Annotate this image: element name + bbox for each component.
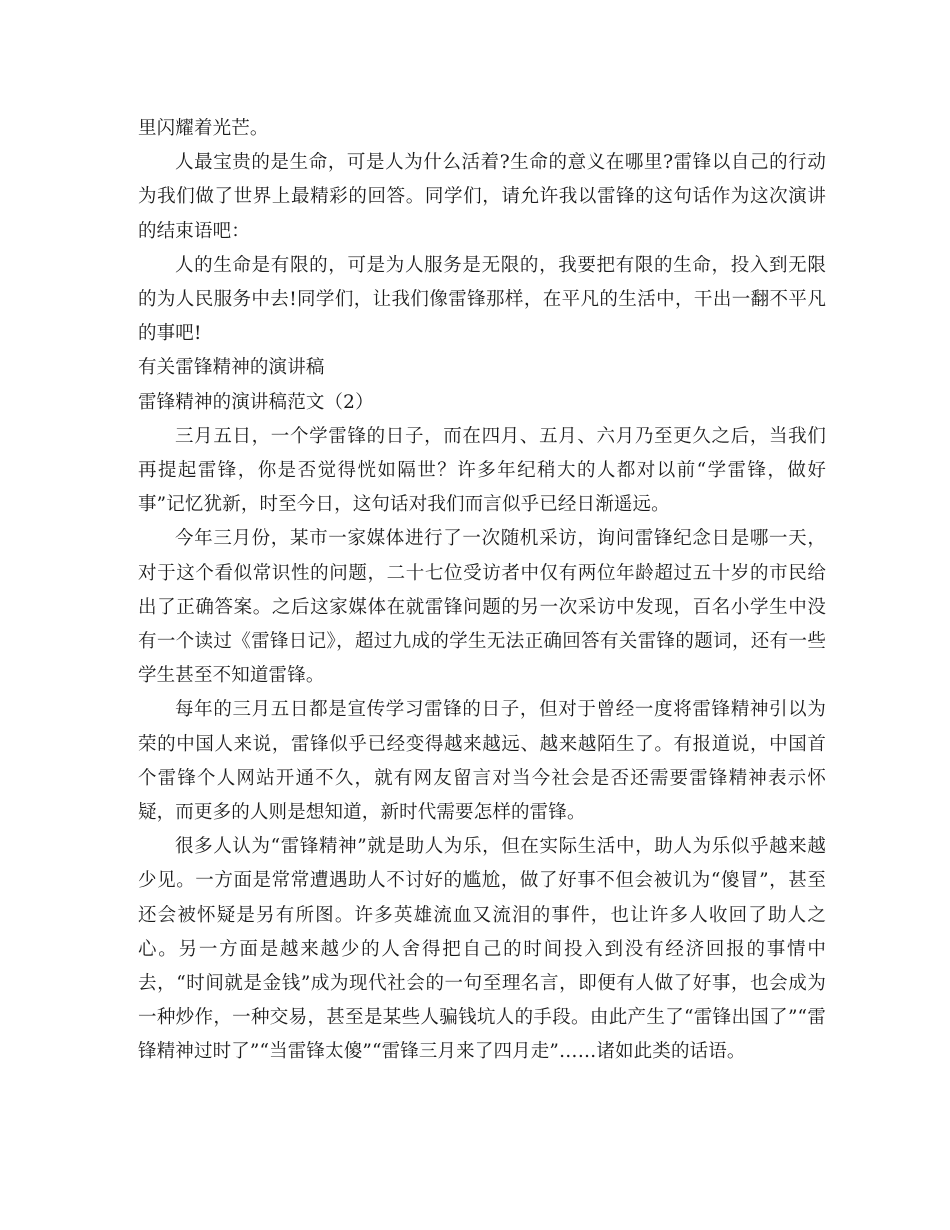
- document-body: [138, 112, 826, 1070]
- paragraph-annual-day: 每年的三月五日都是宣传学习雷锋的日子，但对于曾经一度将雷锋精神引以为荣的中国人来说，雷锋似乎已经变得越来越远、越来越陌生了。有报道说，中国首个雷锋个人网站开通不久，就有网友留言对当今社会是否还需要雷锋精神表示怀疑，而更多的人则是想知道，新时代需要怎样的雷锋。: [138, 699, 826, 824]
- paragraph-helping-others: 很多人认为“雷锋精神”就是助人为乐，但在实际生活中，助人为乐似乎越来越少见。一方面是常常遭遇助人不讨好的尴尬，做了好事不但会被讥为“傻冒”，甚至还会被怀疑是另有所图。许多英雄流血又流泪的事件，也让许多人收回了助人之心。另一方面是越来越少的人舍得把自己的时间投入到没有经济回报的事情中去，“时间就是金钱”成为现代社会的一句至理名言，即便有人做了好事，也会成为一种炒作，一种交易，甚至是某些人骗钱坑人的手段。由此产生了“雷锋出国了”“雷锋精神过时了”“当雷锋太傻”“雷锋三月来了四月走”……诸如此类的话语。: [138, 836, 826, 1063]
- section-subheading: 雷锋精神的演讲稿范文（2）: [138, 391, 374, 413]
- section-heading: 有关雷锋精神的演讲稿: [138, 357, 325, 379]
- paragraph-continuation: 里闪耀着光芒。: [138, 118, 269, 139]
- paragraph-closing-quote: 人的生命是有限的，可是为人服务是无限的，我要把有限的生命，投入到无限的为人民服务中去!同学们，让我们像雷锋那样，在平凡的生活中，干出一翻不平凡的事吧!: [138, 254, 826, 345]
- paragraph-survey: 今年三月份，某市一家媒体进行了一次随机采访，询问雷锋纪念日是哪一天，对于这个看似常识性的问题，二十七位受访者中仅有两位年龄超过五十岁的市民给出了正确答案。之后这家媒体在就雷锋问题的另一次采访中发现，百名小学生中没有一个读过《雷锋日记》，超过九成的学生无法正确回答有关雷锋的题词，还有一些学生甚至不知道雷锋。: [138, 528, 826, 687]
- paragraph-march-fifth: 三月五日，一个学雷锋的日子，而在四月、五月、六月乃至更久之后，当我们再提起雷锋，你是否觉得恍如隔世？许多年纪稍大的人都对以前“学雷锋，做好事”记忆犹新，时至今日，这句话对我们而言似乎已经日渐遥远。: [138, 425, 826, 516]
- paragraph-meaning-of-life: 人最宝贵的是生命，可是人为什么活着?生命的意义在哪里?雷锋以自己的行动为我们做了世界上最精彩的回答。同学们，请允许我以雷锋的这句话作为这次演讲的结束语吧：: [138, 152, 826, 242]
